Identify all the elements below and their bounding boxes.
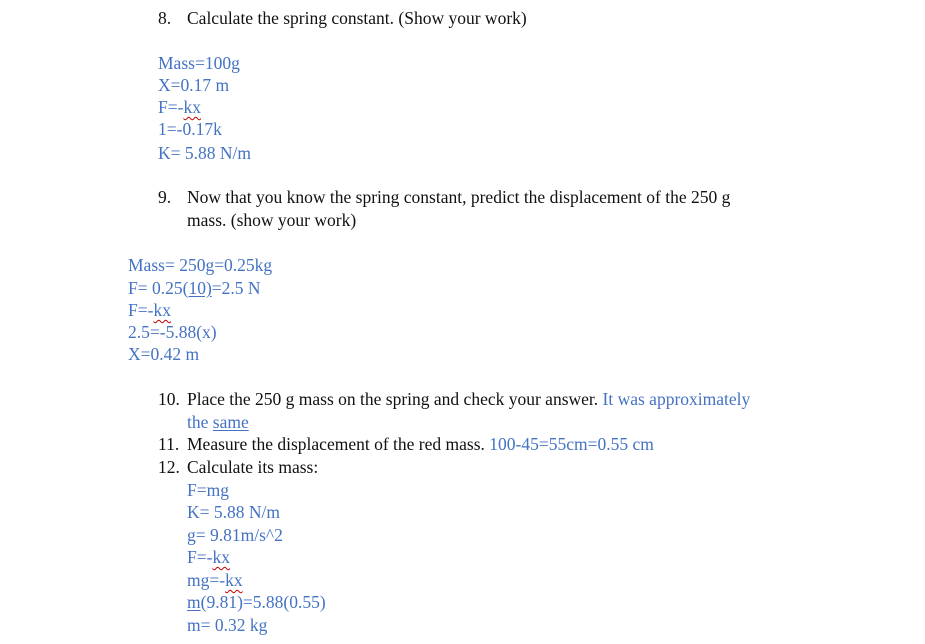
q8-work-f-prefix: F=-: [158, 97, 184, 117]
q9-work-f: [128, 277, 261, 299]
q11-number: 11.: [158, 434, 180, 454]
q12-work-fkx-kx: kx: [212, 547, 230, 567]
q12-work-fkx: [187, 546, 230, 568]
q12-line: [158, 456, 318, 478]
q12-work-k: K= 5.88 N/m: [187, 502, 280, 522]
q12-number: 12.: [158, 457, 180, 477]
q9-work-f-prefix: F= 0.25(: [128, 278, 189, 298]
q12-question: Calculate its mass:: [187, 457, 319, 477]
q12-work-mg-kx: kx: [225, 570, 243, 590]
q10-answer-1: It was approximately: [602, 389, 751, 409]
q12-work-result: m= 0.32 kg: [187, 615, 268, 635]
q11-answer: 100-45=55cm=0.55 cm: [489, 434, 654, 454]
q8-work-x: X=0.17 m: [158, 75, 230, 95]
q12-work-eq: [187, 591, 326, 613]
q12-work-f: F=mg: [187, 480, 229, 500]
q9-work-fkx-kx: kx: [153, 300, 171, 320]
q9-question-line2: mass. (show your work): [187, 210, 357, 230]
q11-line: [158, 433, 654, 455]
q9-work-mass: Mass= 250g=0.25kg: [128, 255, 273, 275]
q9-work-f-ten: 10): [188, 278, 212, 298]
q10-question: Place the 250 g mass on the spring and check your answer.: [187, 389, 599, 409]
q10-answer-2-prefix: the: [187, 412, 213, 432]
q12-work-eq-m: m: [187, 592, 201, 612]
q8-work-f: [158, 96, 201, 118]
q12-work-eq-rest: (9.81)=5.88(0.55): [200, 592, 326, 612]
q8-question-text: Calculate the spring constant. (Show your work): [187, 8, 527, 28]
q9-question-text-1: Now that you know the spring constant, predict the displacement of the 250 g: [187, 187, 731, 207]
q9-work-f-suffix: =2.5 N: [211, 278, 261, 298]
q12-work-g: g= 9.81m/s^2: [187, 525, 283, 545]
q8-work-k: K= 5.88 N/m: [158, 143, 251, 163]
q10-line1: [158, 388, 750, 410]
q8-work-mass: Mass=100g: [158, 53, 240, 73]
q9-work-fkx: [128, 299, 171, 321]
q12-work-mg: [187, 569, 243, 591]
q10-number: 10.: [158, 389, 180, 409]
q10-answer-2-same: same: [212, 412, 249, 432]
q12-work-fkx-prefix: F=-: [187, 547, 213, 567]
q9-question-line1: [158, 186, 730, 208]
q8-number: 8.: [158, 8, 172, 28]
q8-work-eq: 1=-0.17k: [158, 119, 222, 139]
q10-line2: [187, 411, 249, 433]
q8-work-f-kx: kx: [183, 97, 201, 117]
q8-question: [158, 7, 527, 29]
q11-question: Measure the displacement of the red mass.: [187, 434, 485, 454]
q9-number: 9.: [158, 187, 172, 207]
q9-work-fkx-prefix: F=-: [128, 300, 154, 320]
q9-work-x: X=0.42 m: [128, 344, 200, 364]
q12-work-mg-prefix: mg=-: [187, 570, 226, 590]
q9-work-eq: 2.5=-5.88(x): [128, 322, 217, 342]
